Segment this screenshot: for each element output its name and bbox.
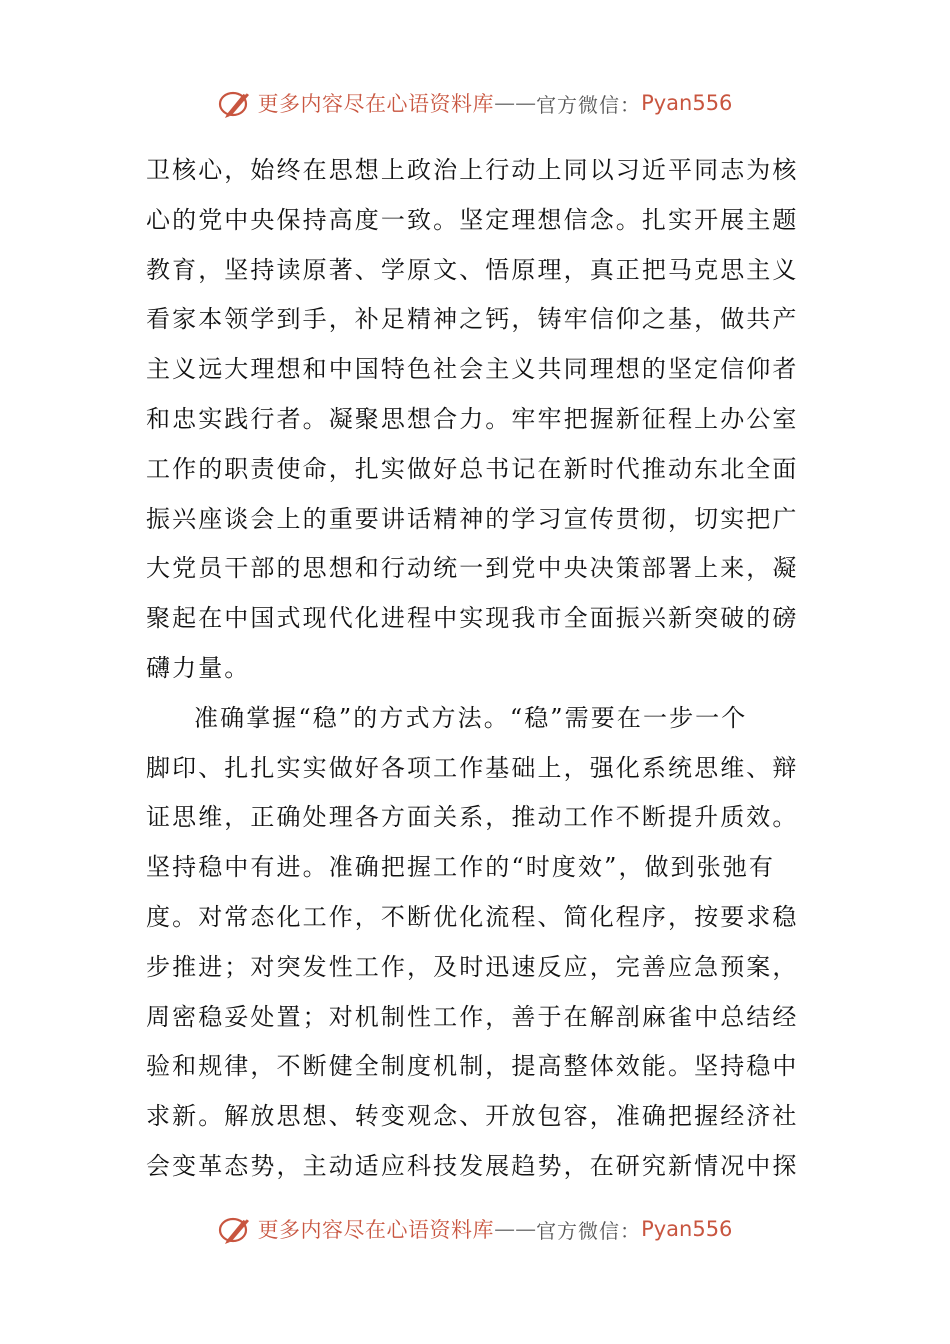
banner-wechat-label: 官方微信：: [536, 92, 642, 117]
text-line: 证思维，正确处理各方面关系，推动工作不断提升质效。: [146, 803, 799, 832]
text-line: 会变革态势，主动适应科技发展趋势，在研究新情况中探: [146, 1151, 799, 1180]
text-line: 心的党中央保持高度一致。坚定理想信念。扎实开展主题: [146, 205, 799, 234]
text-line: 振兴座谈会上的重要讲话精神的学习宣传贯彻，切实把广: [146, 504, 799, 533]
banner-wechat-label: 官方微信：: [536, 1218, 642, 1243]
pen-nib-logo-icon: [218, 85, 254, 121]
text-line: 脚印、扎扎实实做好各项工作基础上，强化系统思维、辩: [146, 753, 799, 782]
text-line: 大党员干部的思想和行动统一到党中央决策部署上来，凝: [146, 554, 799, 583]
text-line: 坚持稳中有进。准确把握工作的“时度效”，做到张弛有: [146, 853, 776, 882]
banner-site-text: 更多内容尽在心语资料库: [257, 92, 495, 116]
text-line: 验和规律，不断健全制度机制，提高整体效能。坚持稳中: [146, 1052, 799, 1081]
banner-wechat-id: Pyan556: [641, 91, 733, 115]
text-line: 步推进；对突发性工作，及时迅速反应，完善应急预案，: [146, 952, 799, 981]
banner-site-text: 更多内容尽在心语资料库: [257, 1218, 495, 1242]
document-body: [146, 146, 806, 1192]
text-line: 求新。解放思想、转变观念、开放包容，准确把握经济社: [146, 1102, 799, 1131]
text-line: 教育，坚持读原著、学原文、悟原理，真正把马克思主义: [146, 255, 799, 284]
paragraph-start-line: 准确掌握“稳”的方式方法。“稳”需要在一步一个: [194, 703, 748, 732]
text-line: 度。对常态化工作，不断优化流程、简化程序，按要求稳: [146, 902, 799, 931]
pen-nib-logo-icon: [218, 1211, 254, 1247]
footer-banner: [0, 1209, 950, 1249]
text-line: 和忠实践行者。凝聚思想合力。牢牢把握新征程上办公室: [146, 404, 799, 433]
banner-separator: ——: [494, 1217, 537, 1241]
text-line: 周密稳妥处置；对机制性工作，善于在解剖麻雀中总结经: [146, 1002, 799, 1031]
header-banner: [0, 83, 950, 123]
text-line: 卫核心，始终在思想上政治上行动上同以习近平同志为核: [146, 156, 799, 184]
text-line: 聚起在中国式现代化进程中实现我市全面振兴新突破的磅: [146, 604, 799, 633]
banner-separator: ——: [494, 91, 537, 115]
text-line: 礴力量。: [146, 653, 251, 682]
text-line: 主义远大理想和中国特色社会主义共同理想的坚定信仰者: [146, 355, 799, 384]
banner-wechat-id: Pyan556: [641, 1217, 733, 1241]
text-line: 看家本领学到手，补足精神之钙，铸牢信仰之基，做共产: [146, 305, 799, 334]
text-line: 工作的职责使命，扎实做好总书记在新时代推动东北全面: [146, 454, 799, 483]
